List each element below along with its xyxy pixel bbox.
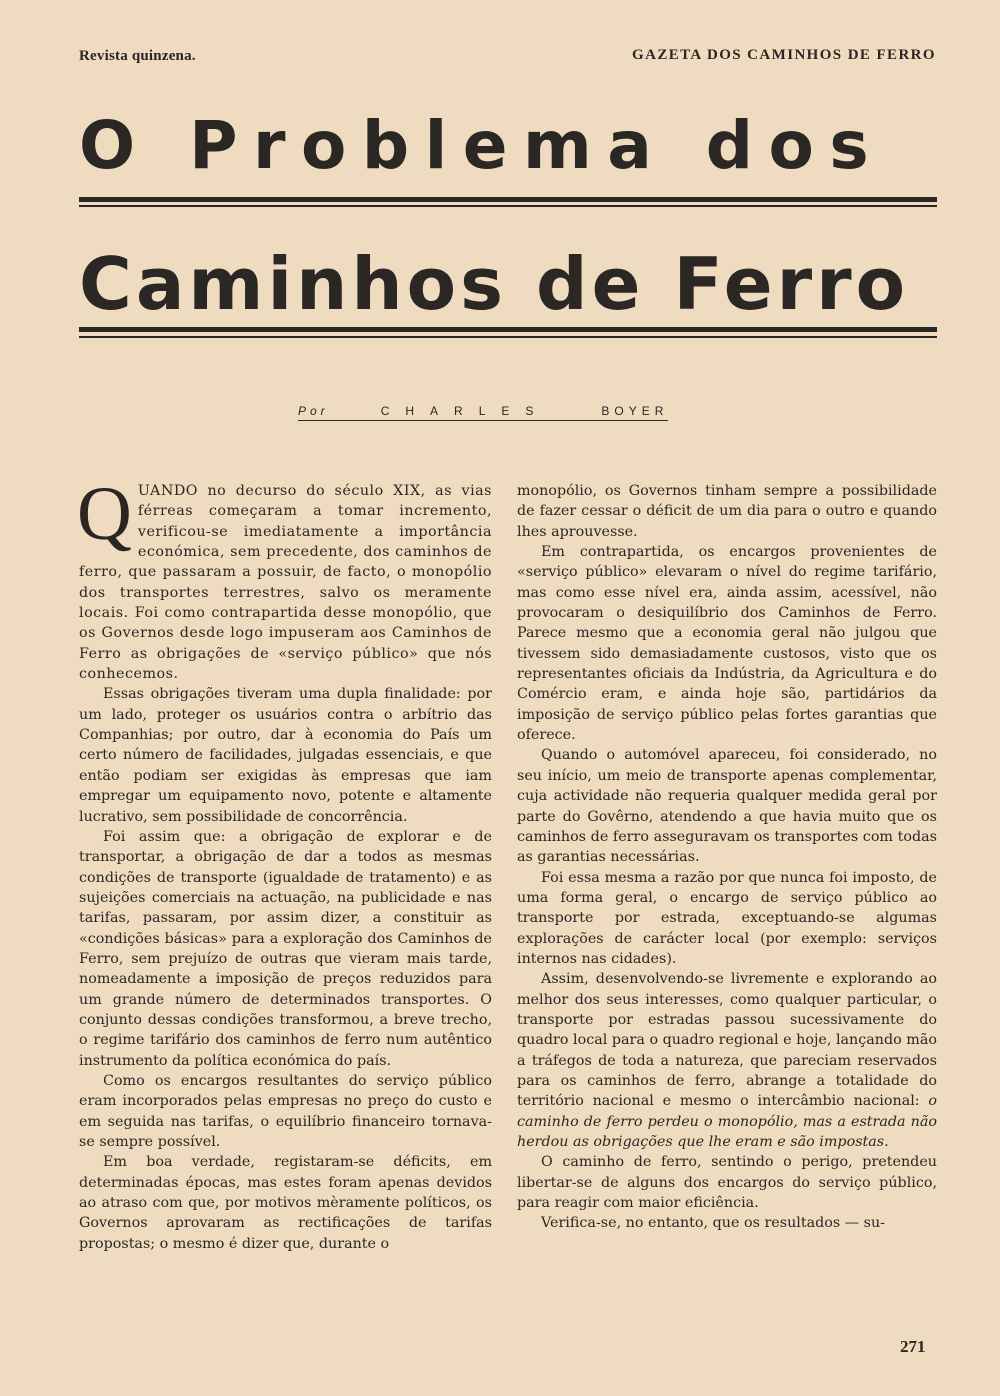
article-column-left bbox=[77, 472, 492, 1254]
author-byline bbox=[298, 404, 668, 421]
article-paragraph: Verifica-se, no entanto, que os resultados — su- bbox=[541, 1215, 886, 1232]
article-paragraph: QUANDO no decurso do século XIX, as vias férreas começaram a tomar incremento, verificou-se imediatamente a importância económica, sem precedente, dos caminhos de ferro, que passaram a possuir, de facto, o monopólio dos transportes terrestres, salvo os meramente locais. Foi como contrapartida desse monopólio, que os Governos desde logo impuseram aos Caminhos de Ferro as obrigações de «serviço público» que nós conhecemos. bbox=[77, 472, 492, 683]
article-paragraph: Como os encargos resultantes do serviço público eram incorporados pelas empresas no preço do custo e em seguida nas tarifas, o equilíbrio financeiro tornava-se sempre possível. bbox=[79, 1072, 492, 1150]
title-rule-thick-2 bbox=[79, 327, 937, 332]
article-paragraph: O caminho de ferro, sentindo o perigo, pretendeu libertar-se de alguns dos encargos do serviço público, para reagir com maior eficiência. bbox=[517, 1154, 937, 1212]
article-paragraph: Em boa verdade, registaram-se déficits, em determinadas épocas, mas estes foram apenas devidos ao atraso com que, por motivos mèramente políticos, os Governos aprovaram as rectificações de tarifas propostas; o mesmo é dizer que, durante o bbox=[79, 1154, 492, 1252]
page-number: 271 bbox=[900, 1337, 926, 1356]
drop-cap: Q bbox=[77, 472, 132, 556]
article-paragraph: monopólio, os Governos tinham sempre a possibilidade de fazer cessar o déficit de um dia para o outro e quando lhes aprouvesse. bbox=[517, 483, 937, 540]
article-column-right bbox=[517, 481, 937, 1234]
byline-prefix: Por bbox=[298, 404, 329, 418]
article-paragraph: Essas obrigações tiveram uma dupla finalidade: por um lado, proteger os usuários contra o arbítrio das Companhias; por outro, dar à economia do País um certo número de facilidades, julgadas essenciais, e que então podiam ser exigidas às empresas que iam empregar um equipamento novo, potente e altamente lucrativo, sem possibilidade de concorrência. bbox=[79, 686, 492, 825]
article-paragraph: Assim, desenvolvendo-se livremente e explorando ao melhor dos seus interesses, como qualquer particular, o transporte por estradas passou sucessivamente do quadro local para o quadro regional e hoje, lançando mão a tráfegos de toda a natureza, que pareciam reservados para os caminhos de ferro, abrange a totalidade do território nacional e mesmo o intercâmbio nacional: o caminho de ferro perdeu o monopólio, mas a estrada não herdou as obrigações que lhe eram e são impostas. bbox=[517, 971, 938, 1150]
article-paragraph: Foi essa mesma a razão por que nunca foi imposto, de uma forma geral, o encargo de serviço público ao transporte por estrada, exceptuando-se algumas explorações de carácter local (por exemplo: serviços internos nas cidades). bbox=[517, 869, 937, 967]
article-paragraph: Foi assim que: a obrigação de explorar e de transportar, a obrigação de dar a todos as mesmas condições de transporte (igualdade de tratamento) e as sujeições comerciais na actuação, na publicidade e nas tarifas, passaram, por assim dizer, a constituir as «condições básicas» para a exploração dos Caminhos de Ferro, sem prejuízo de outras que vieram mais tarde, nomeadamente a imposição de preços reduzidos para um grande número de determinados transportes. O conjunto dessas condições transformou, a breve trecho, o regime tarifário dos caminhos de ferro num autêntico instrumento da política económica do país. bbox=[79, 828, 492, 1069]
title-rule-thick bbox=[79, 197, 937, 202]
title-rule-thin bbox=[79, 205, 937, 207]
article-title-line-1: O Problema dos bbox=[79, 107, 885, 184]
italic-quote: o caminho de ferro perdeu o monopólio, mas a estrada não herdou as obrigações que lhe eram e são impostas. bbox=[517, 1093, 938, 1150]
publication-name: GAZETA DOS CAMINHOS DE FERRO bbox=[632, 47, 936, 63]
title-rule-thin-2 bbox=[79, 336, 937, 338]
article-paragraph: Quando o automóvel apareceu, foi considerado, no seu início, um meio de transporte apenas complementar, cuja actividade não requeria qualquer medida geral por parte do Govêrno, atendendo a que havia muito que os caminhos de ferro asseguravam os transportes com todas as garantias necessárias. bbox=[517, 747, 937, 866]
article-title-line-2: Caminhos de Ferro bbox=[79, 242, 910, 326]
publication-frequency: Revista quinzena. bbox=[79, 48, 196, 64]
author-first-name: CHARLES bbox=[380, 404, 550, 418]
author-last-name: BOYER bbox=[601, 404, 669, 418]
article-paragraph: Em contrapartida, os encargos provenientes de «serviço público» elevaram o nível do regime tarifário, mas como esse nível era, ainda assim, acessível, não provocaram o desiquilíbrio dos Caminhos de Ferro. Parece mesmo que a economia geral não julgou que tivessem sido demasiadamente custosos, visto que os representantes oficiais da Indústria, da Agricultura e do Comércio eram, e ainda hoje são, partidários da imposição de serviço público pelas fortes garantias que oferece. bbox=[517, 544, 937, 744]
